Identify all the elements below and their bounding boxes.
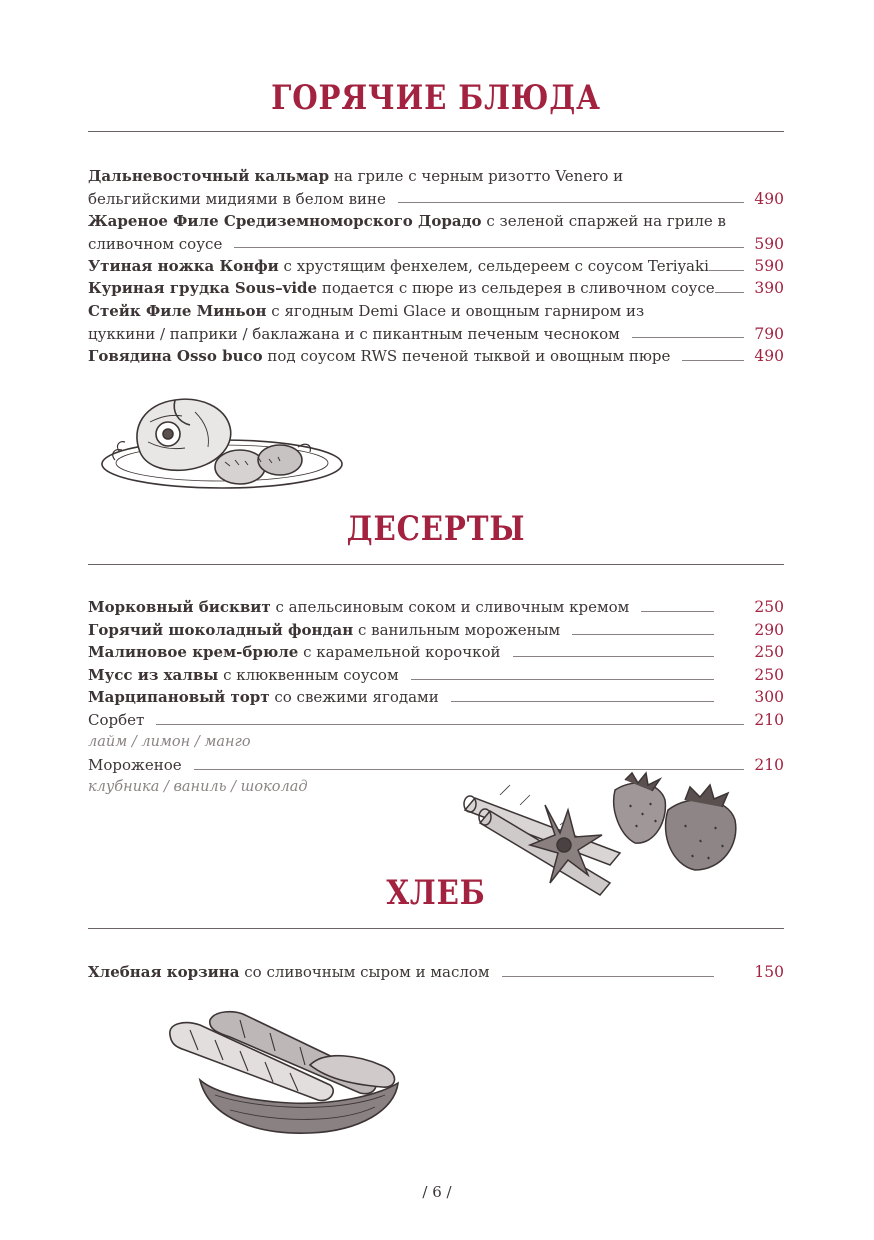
bread-basket-illustration — [160, 1005, 405, 1140]
item-variants: клубника / ваниль / шоколад — [88, 779, 308, 795]
price: 250 — [754, 666, 784, 684]
divider — [88, 564, 784, 565]
roast-dish-illustration — [100, 392, 348, 494]
menu-item: Горячий шоколадный фондан с ванильным мороженым 290 — [88, 619, 784, 642]
page-number: / 6 / — [422, 1183, 452, 1201]
menu-item: Сорбет 210 — [88, 709, 784, 732]
price: 300 — [754, 688, 784, 706]
price: 150 — [754, 963, 784, 981]
section-title-desserts: ДЕСЕРТЫ — [346, 509, 526, 549]
menu-item: Стейк Филе Миньон с ягодным Demi Glace и овощным гарниром из цуккини / паприки / баклажана и с пикантным печеным чесноком 790 — [88, 300, 784, 345]
menu-item: Жареное Филе Средиземноморского Дорадо с зеленой спаржей на гриле в сливочном соусе 590 — [88, 210, 784, 255]
menu-item: Говядина Osso buco под соусом RWS печеной тыквой и овощным пюре 490 — [88, 345, 784, 368]
price: 590 — [754, 234, 784, 253]
price: 790 — [754, 324, 784, 343]
price: 590 — [754, 257, 784, 275]
price: 490 — [754, 347, 784, 365]
price: 250 — [754, 598, 784, 616]
menu-item: Мусс из халвы с клюквенным соусом 250 — [88, 664, 784, 687]
section-title-bread: ХЛЕБ — [386, 873, 486, 913]
menu-item: Малиновое крем-брюле с карамельной корочкой 250 — [88, 641, 784, 664]
item-variants: лайм / лимон / манго — [88, 734, 251, 750]
menu-item: Куриная грудка Sous–vide подается с пюре из сельдерея в сливочном соусе 390 — [88, 277, 784, 300]
menu-item: Мороженое 210 — [88, 754, 784, 777]
menu-item: Морковный бисквит с апельсиновым соком и сливочным кремом 250 — [88, 596, 784, 619]
price: 490 — [754, 189, 784, 208]
menu-item: Марципановый торт со свежими ягодами 300 — [88, 686, 784, 709]
price: 210 — [754, 711, 784, 729]
divider — [88, 928, 784, 929]
menu-item: Дальневосточный кальмар на гриле с черным ризотто Venero и бельгийскими мидиями в белом вине 490 — [88, 165, 784, 210]
price: 250 — [754, 643, 784, 661]
section-title-hot: ГОРЯЧИЕ БЛЮДА — [271, 78, 601, 118]
price: 210 — [754, 756, 784, 774]
divider — [88, 131, 784, 132]
price: 390 — [754, 279, 784, 297]
menu-item: Утиная ножка Конфи с хрустящим фенхелем, сельдереем с соусом Teriyaki 590 — [88, 255, 784, 278]
price: 290 — [754, 621, 784, 639]
menu-item: Хлебная корзина со сливочным сыром и маслом 150 — [88, 961, 784, 984]
